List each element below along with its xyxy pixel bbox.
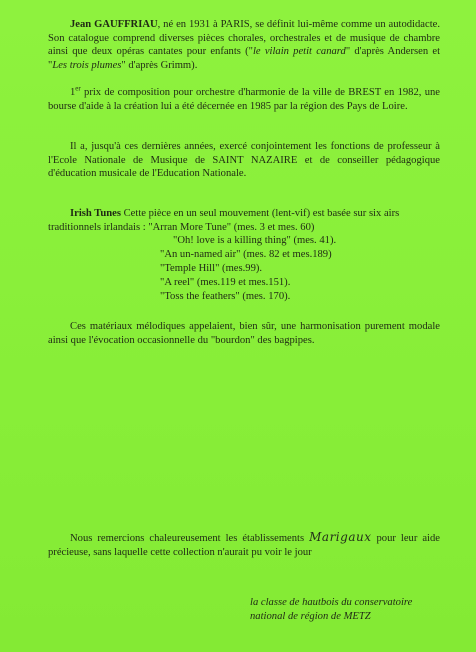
- air-item: "Oh! love is a killing thing" (mes. 41).: [173, 235, 337, 246]
- composer-name: Jean GAUFFRIAU: [70, 19, 158, 30]
- bio-text-1: , né en 1931 à PARIS, se définit lui-même comme un autodidacte. Son catalogue comprend diverses pièces chorales, orchestrales et de musique de chambre ainsi que deux opéras cantates pour enfants (": [48, 19, 440, 58]
- prize-number: 1: [70, 87, 76, 98]
- thanks-text-1: Nous remercions chaleureusement les établissements: [70, 533, 310, 544]
- opera-title-2: Les trois plumes: [52, 59, 122, 71]
- prize-paragraph: [48, 86, 440, 113]
- air-item: "An un-named air" (mes. 82 et mes.189): [160, 249, 332, 260]
- career-paragraph: [48, 140, 440, 181]
- air-item: "Temple Hill" (mes.99).: [160, 263, 263, 274]
- air-item: "Toss the feathers" (mes. 170).: [160, 291, 291, 302]
- brand-logo: Marigaux: [309, 530, 372, 544]
- piece-intro: Cette pièce en un seul mouvement (lent-vif) est basée sur six airs traditionnels irlandais :: [48, 208, 400, 233]
- bio-text-3: " d'après Grimm).: [121, 59, 198, 71]
- materials-text: Ces matériaux mélodiques appelaient, bien sûr, une harmonisation purement modale ainsi que l'évocation occasionnelle du "bourdon" des bagpipes.: [48, 321, 440, 346]
- prize-text: prix de composition pour orchestre d'harmonie de la ville de BREST en 1982, une bourse d'aide à la création lui a été décernée en 1985 par la région des Pays de Loire.: [48, 87, 440, 112]
- thanks-text-2: pour leur aide précieuse, sans laquelle cette collection n'aurait pu voir le jour: [48, 533, 440, 558]
- prize-superscript: er: [75, 84, 81, 93]
- irish-tunes-intro: [48, 207, 440, 234]
- signature-line-1: la classe de hautbois du conservatoire: [250, 597, 413, 608]
- materials-paragraph: [48, 320, 440, 347]
- opera-title-1: le vilain petit canard: [252, 46, 346, 58]
- thanks-paragraph: [48, 531, 440, 559]
- career-text: Il a, jusqu'à ces dernières années, exercé conjointement les fonctions de professeur à l'Ecole Nationale de Musique de SAINT NAZAIRE et de conseiller pédagogique d'éducation musicale de l'Education Nationale.: [48, 141, 440, 180]
- bio-text-2: " d'après Andersen et ": [48, 46, 441, 71]
- signature-block: [250, 596, 460, 623]
- composer-bio: [48, 18, 440, 72]
- air-item: "Arran More Tune" (mes. 3 et mes. 60): [148, 221, 315, 233]
- piece-title: Irish Tunes: [70, 208, 121, 219]
- signature-line-2: national de région de METZ: [250, 610, 371, 622]
- air-item: "A reel" (mes.119 et mes.151).: [160, 277, 291, 288]
